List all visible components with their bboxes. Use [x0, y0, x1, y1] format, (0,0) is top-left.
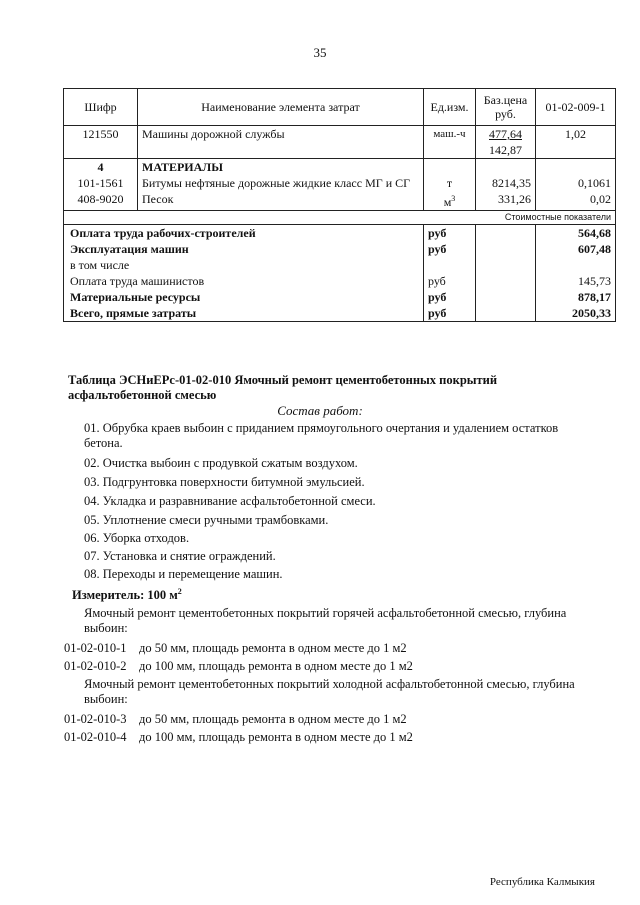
- group-heading-cold: Ямочный ремонт цементобетонных покрытий холодной асфальтобетонной смесью, глубина выбоин:: [84, 677, 575, 706]
- work-item: 01. Обрубка краев выбоин с приданием прямоугольного очертания и удалением остатков бетона.: [84, 421, 559, 450]
- indicator-value: 564,68: [536, 225, 616, 242]
- table-row: [64, 241, 616, 257]
- table-row: [64, 257, 616, 273]
- table-row: [64, 159, 616, 176]
- material-value: 0,1061: [536, 175, 616, 191]
- table-header-row: [64, 89, 616, 126]
- indicator-name: Оплата труда рабочих-строителей: [64, 225, 424, 242]
- item-code: 01-02-010-4: [64, 730, 127, 744]
- indicator-unit: [424, 257, 476, 273]
- indicator-value: 607,48: [536, 241, 616, 257]
- table-row: [64, 175, 616, 191]
- machine-code: 121550: [64, 126, 138, 159]
- indicator-name: Эксплуатация машин: [64, 241, 424, 257]
- work-item: 07. Установка и снятие ограждений.: [84, 549, 276, 563]
- indicators-label: Стоимостные показатели: [64, 211, 616, 225]
- item-code: 01-02-010-3: [64, 712, 127, 726]
- table-row: [64, 289, 616, 305]
- work-item: 05. Уплотнение смеси ручными трамбовками.: [84, 513, 329, 527]
- header-name: Наименование элемента затрат: [138, 89, 424, 126]
- header-base-price: Баз.цена руб.: [476, 89, 536, 126]
- work-item: 04. Укладка и разравнивание асфальтобетонной смеси.: [84, 494, 376, 508]
- item-code: 01-02-010-2: [64, 659, 127, 673]
- work-item: 03. Подгрунтовка поверхности битумной эмульсией.: [84, 475, 365, 489]
- header-unit: Ед.изм.: [424, 89, 476, 126]
- measure-label: Измеритель: 100 м: [72, 588, 178, 603]
- indicator-name: в том числе: [64, 257, 424, 273]
- table-row: [64, 225, 616, 242]
- indicator-unit: руб: [424, 305, 476, 322]
- item-desc: до 50 мм, площадь ремонта в одном месте до 1 м2: [139, 641, 407, 655]
- indicator-value: 878,17: [536, 289, 616, 305]
- work-item: 08. Переходы и перемещение машин.: [84, 567, 283, 581]
- page-number: 35: [313, 45, 327, 60]
- indicator-unit: руб: [424, 273, 476, 289]
- item-desc: до 100 мм, площадь ремонта в одном месте до 1 м2: [139, 659, 413, 673]
- machine-price: [476, 126, 536, 159]
- item-desc: до 100 мм, площадь ремонта в одном месте до 1 м2: [139, 730, 413, 744]
- footer-region: Республика Калмыкия: [489, 876, 595, 888]
- section-title: Таблица ЭСНиЕРс-01-02-010 Ямочный ремонт цементобетонных покрытий асфальтобетонной смесью: [68, 373, 498, 402]
- item-desc: до 50 мм, площадь ремонта в одном месте до 1 м2: [139, 712, 407, 726]
- material-unit-base: м: [443, 195, 452, 209]
- indicator-value: 2050,33: [536, 305, 616, 322]
- indicator-value: [536, 257, 616, 273]
- materials-heading: МАТЕРИАЛЫ: [138, 159, 424, 176]
- indicator-name: Всего, прямые затраты: [64, 305, 424, 322]
- work-item: 06. Уборка отходов.: [84, 531, 190, 545]
- materials-code: 4: [64, 159, 138, 176]
- indicator-unit: руб: [424, 225, 476, 242]
- item-code: 01-02-010-1: [64, 641, 127, 655]
- machine-name: Машины дорожной службы: [138, 126, 424, 159]
- indicator-name: Оплата труда машинистов: [64, 273, 424, 289]
- works-heading: Состав работ:: [277, 403, 363, 418]
- material-name: Песок: [138, 191, 424, 211]
- table-row: [64, 126, 616, 159]
- work-item: 02. Очистка выбоин с продувкой сжатым воздухом.: [84, 456, 358, 470]
- material-code: 101-1561: [64, 175, 138, 191]
- measure-unit: [72, 587, 182, 603]
- material-code: 408-9020: [64, 191, 138, 211]
- table-row: [64, 305, 616, 322]
- indicator-unit: руб: [424, 289, 476, 305]
- material-unit-sup: 3: [451, 194, 456, 203]
- indicator-value: 145,73: [536, 273, 616, 289]
- indicators-label-row: [64, 211, 616, 225]
- indicator-unit: руб: [424, 241, 476, 257]
- header-norm: 01-02-009-1: [536, 89, 616, 126]
- material-price: 8214,35: [476, 175, 536, 191]
- measure-sup: 2: [177, 587, 182, 596]
- material-name: Битумы нефтяные дорожные жидкие класс МГ и СГ: [138, 175, 424, 191]
- material-unit: [424, 191, 476, 211]
- table-row: [64, 273, 616, 289]
- material-price: 331,26: [476, 191, 536, 211]
- indicator-name: Материальные ресурсы: [64, 289, 424, 305]
- machine-price-bottom: 142,87: [489, 143, 522, 157]
- table-row: [64, 191, 616, 211]
- material-value: 0,02: [536, 191, 616, 211]
- machine-value: 1,02: [536, 126, 616, 159]
- machine-price-top: 477,64: [489, 127, 522, 141]
- header-code: Шифр: [64, 89, 138, 126]
- estimate-table: [63, 88, 616, 322]
- group-heading-hot: Ямочный ремонт цементобетонных покрытий горячей асфальтобетонной смесью, глубина выбоин:: [84, 606, 567, 635]
- material-unit: т: [424, 175, 476, 191]
- machine-unit: маш.-ч: [424, 126, 476, 159]
